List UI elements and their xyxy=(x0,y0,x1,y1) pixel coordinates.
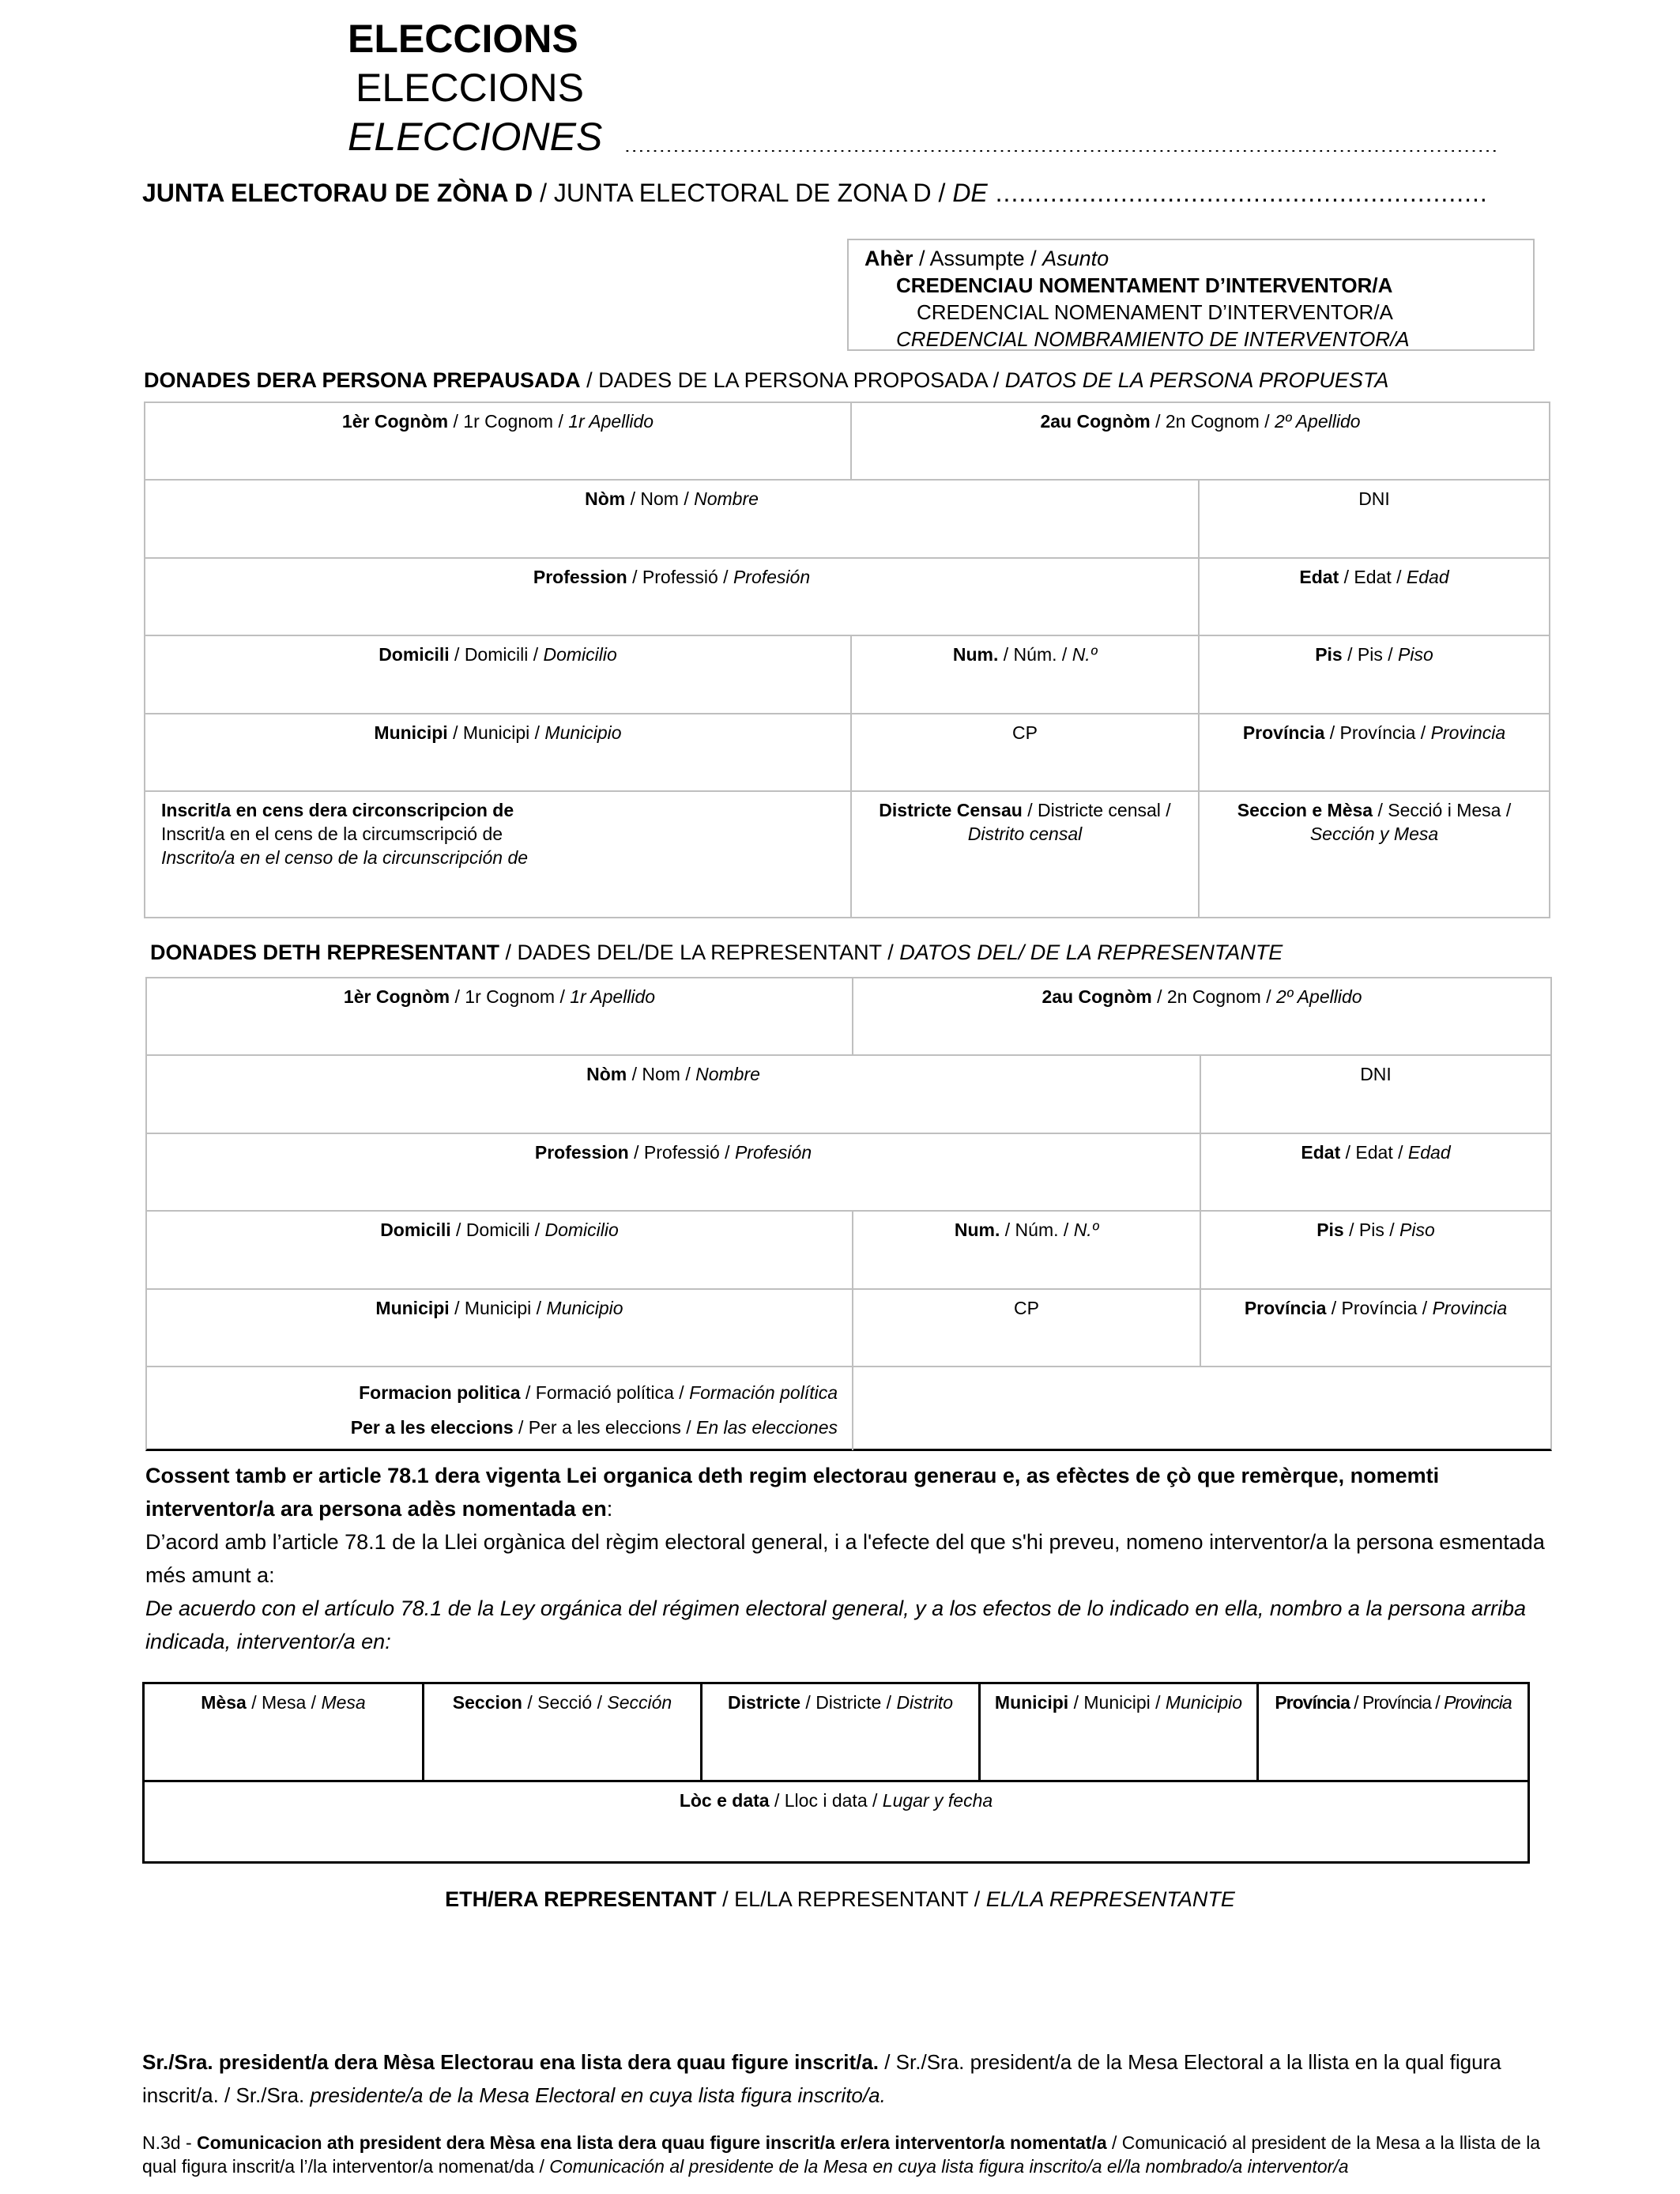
representative-number-field[interactable]: Num. / Núm. / N.º xyxy=(853,1212,1201,1290)
representative-province-field[interactable]: Província / Província / Provincia xyxy=(1201,1290,1550,1367)
representative-heading: DONADES DETH REPRESENTANT / DADES DEL/DE LA REPRESENTANT / DATOS DEL/ DE LA REPRESENTANTE xyxy=(150,941,1283,964)
representative-party-label: Formacion politica / Formació política / Formación política xyxy=(359,1382,838,1403)
proposed-name-field[interactable]: Nòm / Nom / Nombre xyxy=(145,481,1200,559)
subject-line-ca: CREDENCIAL NOMENAMENT D’INTERVENTOR/A xyxy=(917,300,1393,324)
seccion-field[interactable]: Seccion / Secció / Sección xyxy=(424,1684,703,1782)
declaration-occitan: Cossent tamb er article 78.1 dera vigenta Lei organica deth regim electorau generau e, as efèctes de çò que remèrque, nomemti interventor/a ara persona adès nomentada en: xyxy=(145,1464,1440,1521)
representative-address-field[interactable]: Domicili / Domicili / Domicilio xyxy=(147,1212,853,1290)
title-spanish: ELECCIONES xyxy=(348,115,603,159)
districte-field[interactable]: Districte / Districte / Distrito xyxy=(703,1684,981,1782)
proposed-floor-field[interactable]: Pis / Pis / Piso xyxy=(1200,636,1549,714)
representative-party-field[interactable] xyxy=(853,1367,1550,1450)
proposed-section-field[interactable]: Seccion e Mèsa / Secció i Mesa / Sección y Mesa xyxy=(1237,800,1512,844)
subject-line-es: CREDENCIAL NOMBRAMIENTO DE INTERVENTOR/A xyxy=(896,327,1410,351)
proposed-person-table xyxy=(144,401,1550,918)
junta-electoral-line xyxy=(142,175,1488,210)
junta-zone-field[interactable]: ............................................................... xyxy=(987,179,1488,207)
proposed-census-field[interactable]: Inscrit/a en cens dera circonscripcion de Inscrit/a en el cens de la circumscripció de Inscrito/a en el censo de la circunscripción de xyxy=(145,792,852,917)
representative-dni-field[interactable]: DNI xyxy=(1201,1056,1550,1134)
representative-name-field[interactable]: Nòm / Nom / Nombre xyxy=(147,1056,1201,1134)
representative-profession-field[interactable]: Profession / Professió / Profesión xyxy=(147,1134,1201,1212)
place-date-field[interactable]: Lòc e data / Lloc i data / Lugar y fecha xyxy=(679,1790,993,1811)
representative-age-field[interactable]: Edat / Edat / Edad xyxy=(1201,1134,1550,1212)
title-occitan: ELECCIONS xyxy=(348,17,578,61)
proposed-municipality-field[interactable]: Municipi / Municipi / Municipio xyxy=(145,714,852,792)
representative-signature-label: ETH/ERA REPRESENTANT / EL/LA REPRESENTANT / EL/LA REPRESENTANTE xyxy=(445,1887,1235,1911)
proposed-district-field[interactable]: Districte Censau / Districte censal / Distrito censal xyxy=(852,792,1200,917)
declaration-spanish: De acuerdo con el artículo 78.1 de la Ley orgánica del régimen electoral general, y a los efectos de lo indicado en ella, nombro a la persona arriba indicada, interventor/a en: xyxy=(145,1596,1527,1653)
junta-es: DE xyxy=(952,179,988,207)
proposed-province-field[interactable]: Província / Província / Provincia xyxy=(1200,714,1549,792)
representative-surname1-field[interactable]: 1èr Cognòm / 1r Cognom / 1r Apellido xyxy=(147,978,853,1056)
proposed-age-field[interactable]: Edat / Edat / Edad xyxy=(1200,559,1549,636)
proposed-address-field[interactable]: Domicili / Domicili / Domicilio xyxy=(145,636,852,714)
junta-oc: JUNTA ELECTORAU DE ZÒNA D xyxy=(142,179,533,207)
proposed-surname1-field[interactable]: 1èr Cognòm / 1r Cognom / 1r Apellido xyxy=(145,403,852,481)
proposed-surname2-field[interactable]: 2au Cognòm / 2n Cognom / 2º Apellido xyxy=(852,403,1549,481)
representative-party-labels xyxy=(147,1367,853,1450)
representative-elections-label: Per a les eleccions / Per a les eleccions / En las elecciones xyxy=(350,1417,838,1438)
election-name-field[interactable]: .............................................................................................................................. xyxy=(624,133,1499,152)
subject-line-oc: CREDENCIAU NOMENTAMENT D’INTERVENTOR/A xyxy=(896,273,1393,297)
proposed-person-heading: DONADES DERA PERSONA PREPAUSADA / DADES DE LA PERSONA PROPOSADA / DATOS DE LA PERSONA PROPUESTA xyxy=(144,368,1389,392)
junta-ca: / JUNTA ELECTORAL DE ZONA D / xyxy=(533,179,953,207)
representative-surname2-field[interactable]: 2au Cognòm / 2n Cognom / 2º Apellido xyxy=(853,978,1550,1056)
representative-table xyxy=(145,977,1552,1451)
proposed-dni-field[interactable]: DNI xyxy=(1200,481,1549,559)
declaration-catalan: D’acord amb l’article 78.1 de la Llei orgànica del règim electoral general, i a l'efecte del que s'hi preveu, nomeno interventor/a la persona esmentada més amunt a: xyxy=(145,1530,1545,1587)
subject-label: Ahèr / Assumpte / Asunto xyxy=(864,247,1109,270)
table-polling xyxy=(142,1682,1530,1864)
representative-cp-field[interactable]: CP xyxy=(853,1290,1201,1367)
proposed-number-field[interactable]: Num. / Núm. / N.º xyxy=(852,636,1200,714)
proposed-cp-field[interactable]: CP xyxy=(852,714,1200,792)
subject-box xyxy=(847,239,1535,351)
form-code-note: N.3d - Comunicacion ath president dera Mèsa ena lista dera quau figure inscrit/a er/era interventor/a nomentat/a / Comunicació al president de la Mesa a la llista de la qual figura inscrit/a l’/la interventor/a nomenat/da / Comunicación al presidente de la Mesa en cuya lista figura inscrito/a el/la nombrado/a interventor/a xyxy=(142,2132,1541,2177)
addressee: Sr./Sra. president/a dera Mèsa Electorau ena lista dera quau figure inscrit/a. / Sr./Sra. president/a de la Mesa Electoral a la llista en la qual figura inscrit/a. / Sr./Sra. presidente/a de la Mesa Electoral en cuya lista figura inscrito/a. xyxy=(142,2050,1501,2107)
representative-municipality-field[interactable]: Municipi / Municipi / Municipio xyxy=(147,1290,853,1367)
municipi-field[interactable]: Municipi / Municipi / Municipio xyxy=(981,1684,1259,1782)
provincia-field[interactable]: Província / Província / Provincia xyxy=(1259,1684,1527,1782)
mesa-field[interactable]: Mèsa / Mesa / Mesa xyxy=(145,1684,424,1782)
representative-floor-field[interactable]: Pis / Pis / Piso xyxy=(1201,1212,1550,1290)
title-catalan: ELECCIONS xyxy=(356,66,584,110)
proposed-profession-field[interactable]: Profession / Professió / Profesión xyxy=(145,559,1200,636)
